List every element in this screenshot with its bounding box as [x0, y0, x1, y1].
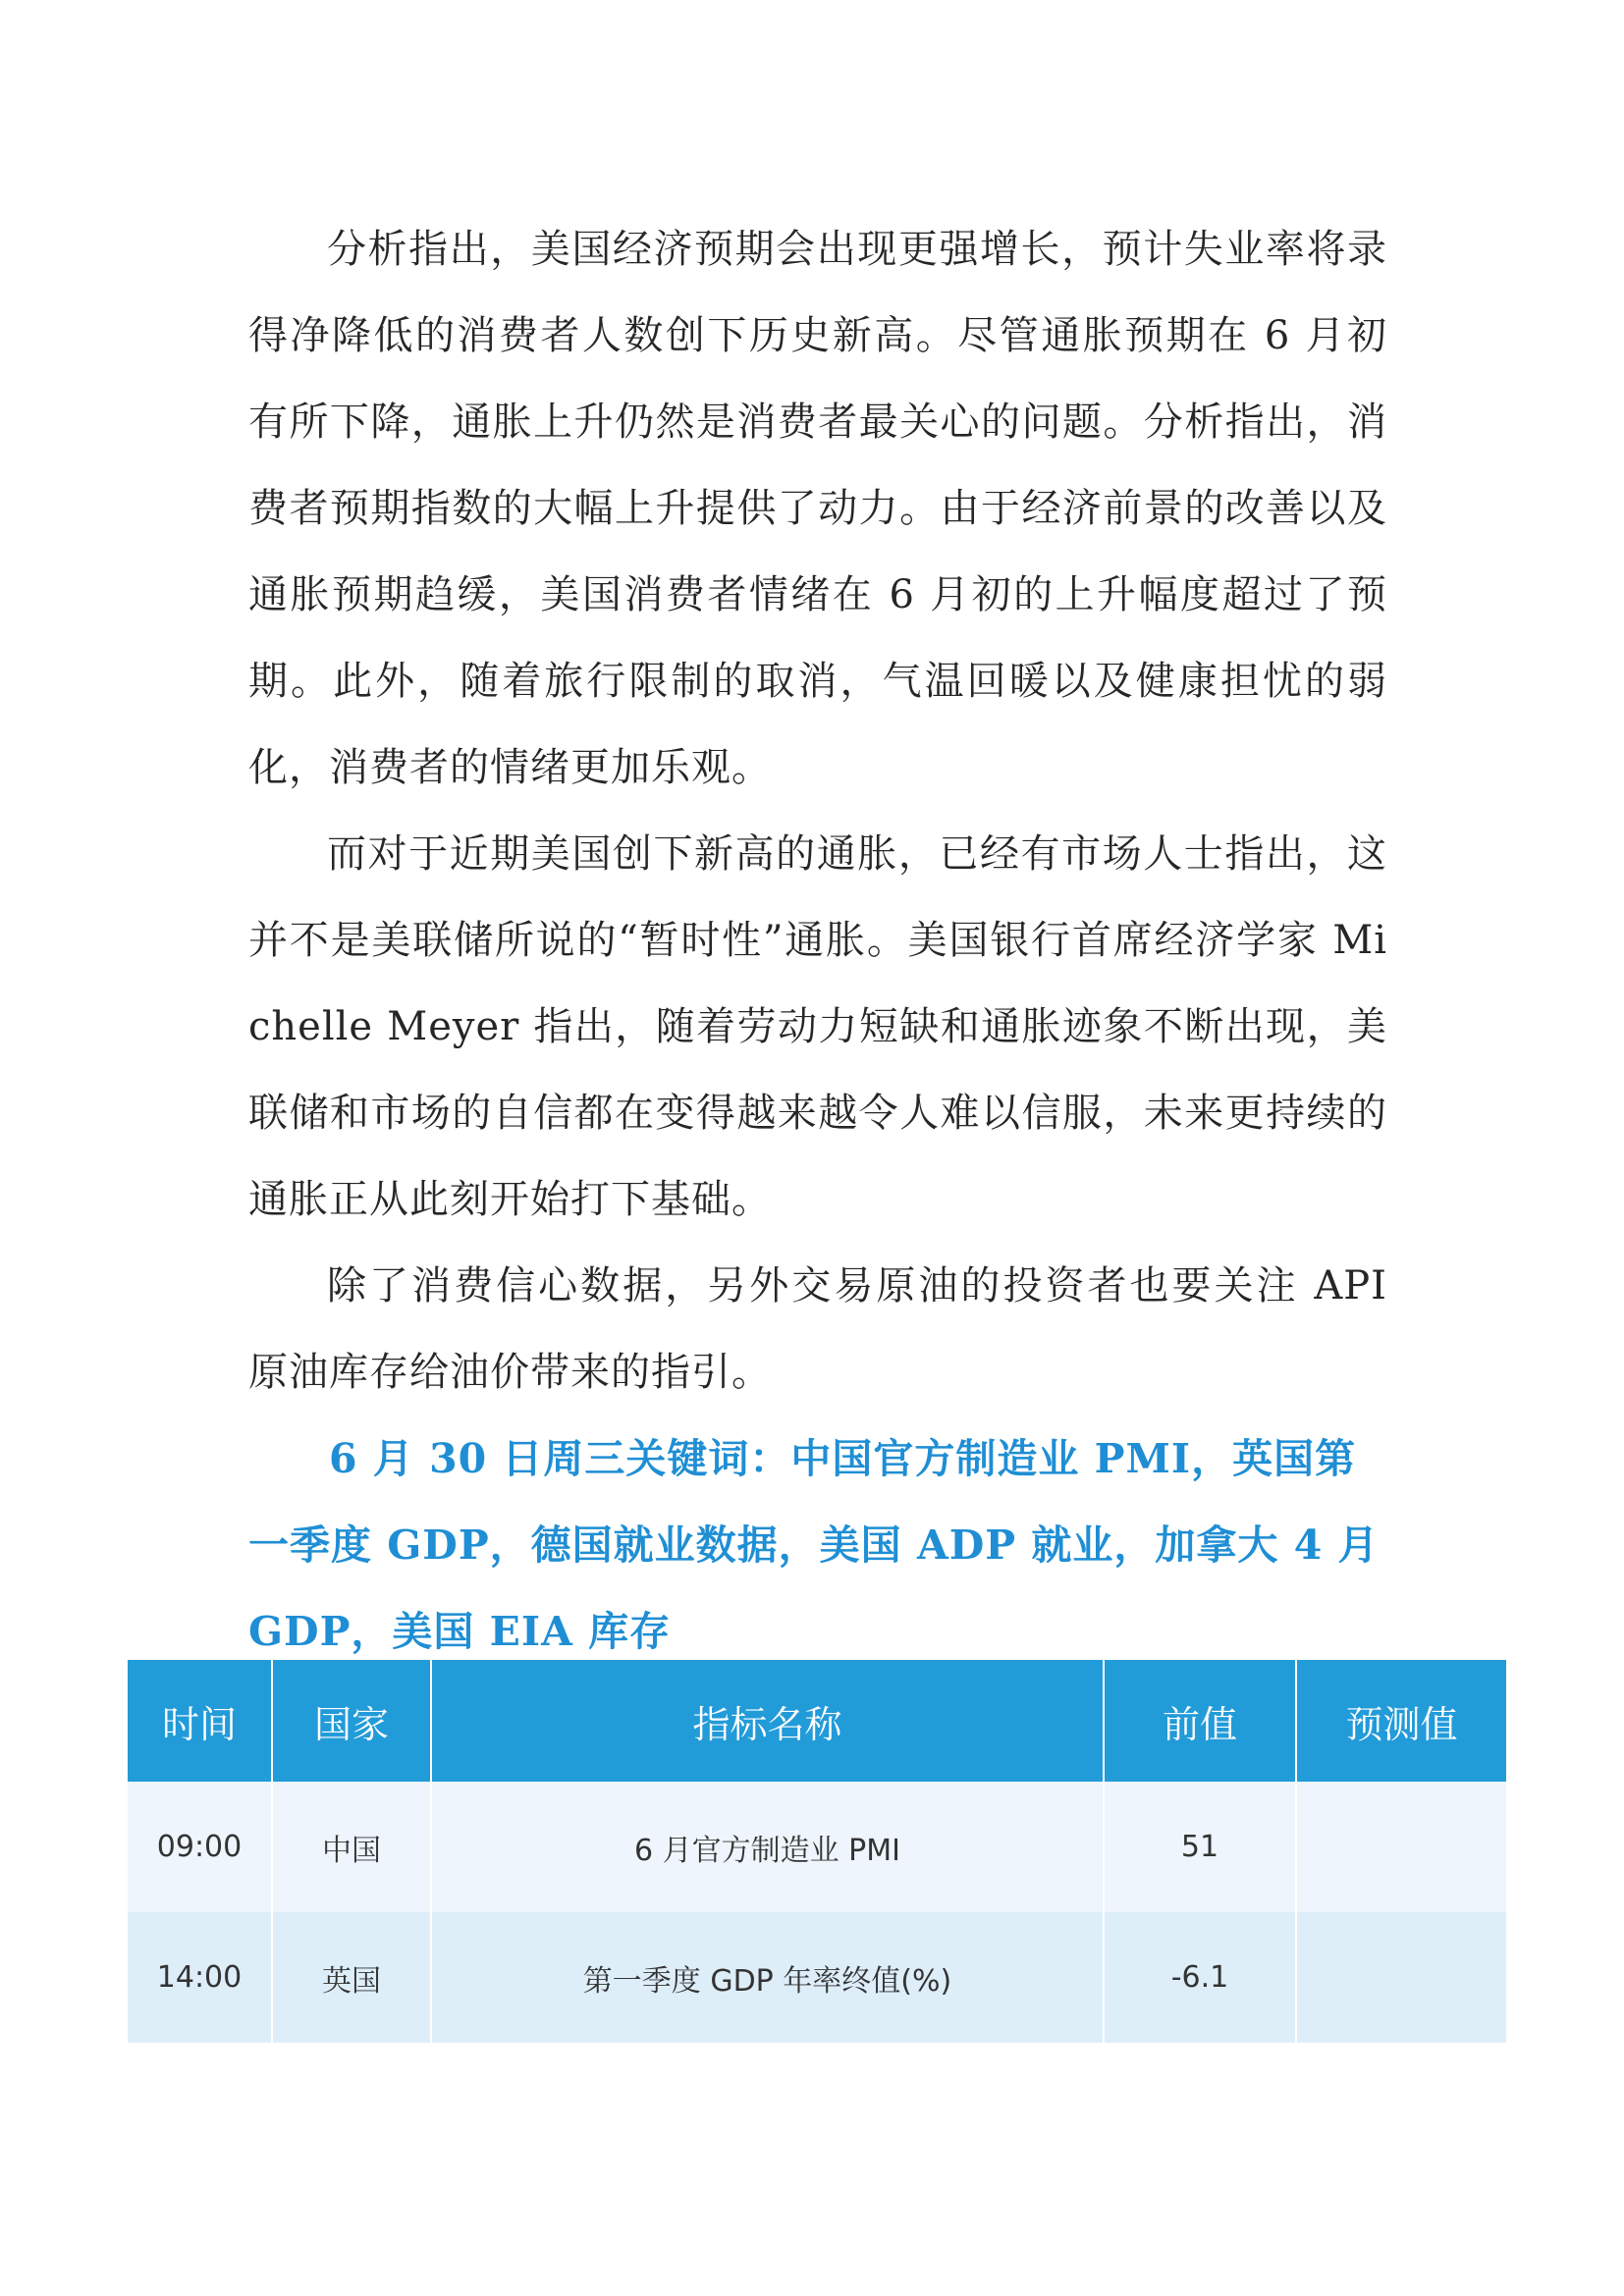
- paragraph-inflation: 而对于近期美国创下新高的通胀，已经有市场人士指出，这并不是美联储所说的“暂时性”通胀。美国银行首席经济学家 Michelle Meyer 指出，随着劳动力短缺和通胀迹象不断出现，美联储和市场的自信都在变得越来越令人难以信服，未来更持续的通胀正从此刻开始打下基础。: [248, 831, 1387, 1222]
- cell-country: 中国: [272, 1782, 431, 1912]
- header-country: 国家: [272, 1660, 431, 1782]
- paragraph-consumer-sentiment: 分析指出，美国经济预期会出现更强增长，预计失业率将录得净降低的消费者人数创下历史新高。尽管通胀预期在 6 月初有所下降，通胀上升仍然是消费者最关心的问题。分析指出，消费者预期指数的大幅上升提供了动力。由于经济前景的改善以及通胀预期趋缓，美国消费者情绪在 6 月初的上升幅度超过了预期。此外，随着旅行限制的取消，气温回暖以及健康担忧的弱化，消费者的情绪更加乐观。: [248, 227, 1387, 790]
- cell-time: 09:00: [128, 1782, 272, 1912]
- cell-indicator: 第一季度 GDP 年率终值(%): [431, 1912, 1104, 2043]
- header-indicator: 指标名称: [431, 1660, 1104, 1782]
- cell-previous: -6.1: [1104, 1912, 1296, 2043]
- paragraph-api-oil: 除了消费信心数据，另外交易原油的投资者也要关注 API 原油库存给油价带来的指引。: [248, 1263, 1387, 1395]
- header-forecast: 预测值: [1296, 1660, 1506, 1782]
- cell-indicator: 6 月官方制造业 PMI: [431, 1782, 1104, 1912]
- economic-calendar-table: [128, 1660, 1506, 2043]
- cell-forecast: [1296, 1782, 1506, 1912]
- cell-previous: 51: [1104, 1782, 1296, 1912]
- article-body: [248, 206, 1387, 1675]
- table-row: [128, 1912, 1506, 2043]
- cell-time: 14:00: [128, 1912, 272, 2043]
- table-row: [128, 1782, 1506, 1912]
- table-header-row: [128, 1660, 1506, 1782]
- cell-forecast: [1296, 1912, 1506, 2043]
- header-previous: 前值: [1104, 1660, 1296, 1782]
- section-heading: 6 月 30 日周三关键词：中国官方制造业 PMI，英国第一季度 GDP，德国就业数据，美国 ADP 就业，加拿大 4 月 GDP，美国 EIA 库存: [248, 1435, 1380, 1655]
- header-time: 时间: [128, 1660, 272, 1782]
- cell-country: 英国: [272, 1912, 431, 2043]
